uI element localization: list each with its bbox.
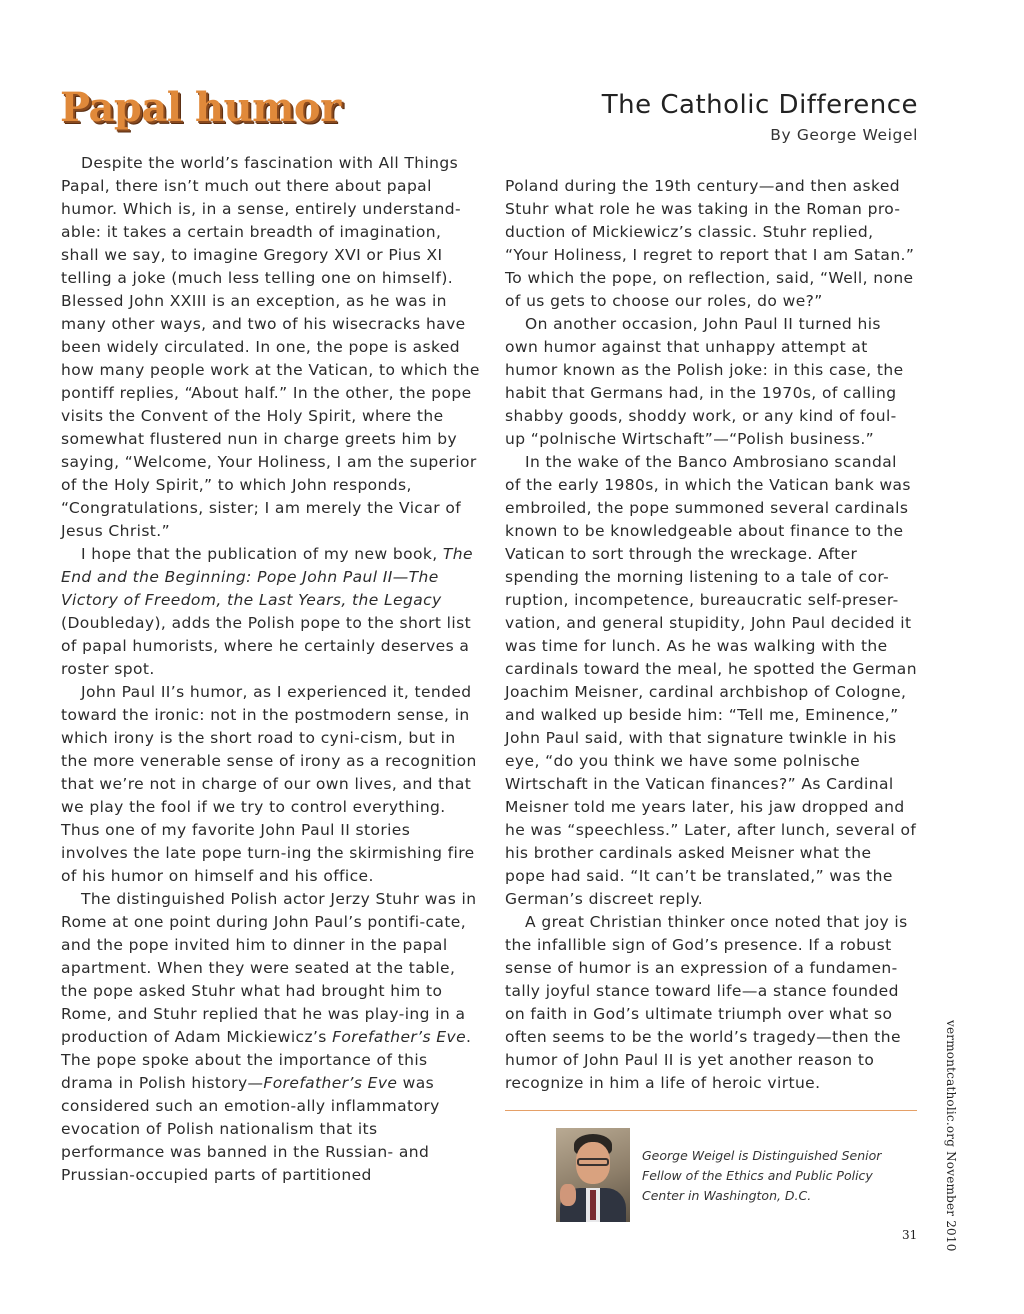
byline: By George Weigel [770, 126, 918, 144]
paragraph: A great Christian thinker once noted that joy is the infallible sign of God’s presence. If a robust sense of humor is an expression of a fundamen-tally joyful stance toward life—a stance founded on faith in God’s ultimate triumph over what so often seems to be the world’s tragedy—then the humor of John Paul II is yet another reason to recognize in him a life of heroic virtue. [505, 913, 908, 1092]
column-name: The Catholic Difference [601, 90, 918, 120]
photo-glasses [577, 1158, 609, 1166]
page-number: 31 [902, 1228, 918, 1242]
paragraph: Poland during the 19th century—and then asked Stuhr what role he was taking in the Roman pro-duction of Mickiewicz’s classic. Stuhr replied, “Your Holiness, I regret to report that I am Satan.” To which the pope, on reflection, said, “Well, none of us gets to choose our roles, do we?” [505, 177, 915, 310]
photo-tie [590, 1190, 596, 1220]
paragraph: In the wake of the Banco Ambrosiano scandal of the early 1980s, in which the Vatican bank was embroiled, the pope summoned several cardinals known to be knowledgeable about finance to the Vatican to sort through the wreckage. After spending the morning listening to a tale of cor-ruption, incompetence, bureaucratic self-preser-vation, and general stupidity, John Paul decided it was time for lunch. As he was walking with the cardinals toward the meal, he spotted the German Joachim Meisner, cardinal archbishop of Cologne, and walked up beside him: “Tell me, Eminence,” John Paul said, with that signature twinkle in his eye, “do you think we have some polnische Wirtschaft in the Vatican finances?” As Cardinal Meisner told me years later, his jaw dropped and he was “speechless.” Later, after lunch, several of his brother cardinals asked Meisner what the pope had said. “It can’t be translated,” was the German’s discreet reply. [505, 453, 917, 908]
divider [505, 1110, 917, 1111]
publication-side-text: vermontcatholic.org November 2010 [944, 1020, 958, 1252]
paragraph: John Paul II’s humor, as I experienced it, tended toward the ironic: not in the postmodern sense, in which irony is the short road to cyni-cism, but in the more venerable sense of irony as a recognition that we’re not in charge of our own lives, and that we play the fool if we try to control everything. Thus one of my favorite John Paul II stories involves the late pope turn-ing the skirmishing fire of his humor on himself and his office. [61, 683, 477, 885]
paragraph-text: I hope that the publication of my new book, [81, 545, 443, 563]
book-title: The End and the Beginning: Pope John Paul II—The Victory of Freedom, the Last Years, the Legacy [61, 545, 473, 609]
play-title: Forefather’s Eve [332, 1028, 467, 1046]
paragraph [61, 543, 481, 681]
left-column [61, 152, 481, 1187]
photo-hand [560, 1184, 576, 1206]
paragraph [61, 888, 481, 1187]
author-photo [556, 1128, 630, 1222]
paragraph-text: (Doubleday), adds the Polish pope to the short list of papal humorists, where he certainly deserves a roster spot. [61, 614, 472, 678]
article-title: Papal humor [60, 84, 341, 131]
play-title: Forefather’s Eve [263, 1074, 398, 1092]
paragraph-text: The distinguished Polish actor Jerzy Stuhr was in Rome at one point during John Paul’s pontifi-cate, and the pope invited him to dinner in the papal apartment. When they were seated at the table, the pope asked Stuhr what had brought him to Rome, and Stuhr replied that he was play-ing in a production of Adam Mickiewicz’s [61, 890, 477, 1046]
paragraph-text: . The pope spoke about the importance of this drama in Polish history— [61, 1028, 472, 1092]
paragraph: Despite the world’s fascination with All Things Papal, there isn’t much out there about papal humor. Which is, in a sense, entirely understand-able: it takes a certain breadth of imagination, shall we say, to imagine Gregory XVI or Pius XI telling a joke (much less telling one on himself). Blessed John XXIII is an exception, as he was in many other ways, and two of his wisecracks have been widely circulated. In one, the pope is asked how many people work at the Vatican, to which the pontiff replies, “About half.” In the other, the pope visits the Convent of the Holy Spirit, where the somewhat flustered nun in charge greets him by saying, “Welcome, Your Holiness, I am the superior of the Holy Spirit,” to which John responds, “Congratulations, sister; I am merely the Vicar of Jesus Christ.” [61, 154, 480, 540]
author-caption: George Weigel is Distinguished Senior Fellow of the Ethics and Public Policy Center in Washington, D.C. [642, 1148, 882, 1203]
right-column [505, 175, 917, 1095]
paragraph-text: was considered such an emotion-ally inflammatory evocation of Polish nationalism that its performance was banned in the Russian- and Prussian-occupied parts of partitioned [61, 1074, 440, 1184]
paragraph: On another occasion, John Paul II turned his own humor against that unhappy attempt at humor known as the Polish joke: in this case, the habit that Germans had, in the 1970s, of calling shabby goods, shoddy work, or any kind of foul-up “polnische Wirtschaft”—“Polish business.” [505, 315, 904, 448]
